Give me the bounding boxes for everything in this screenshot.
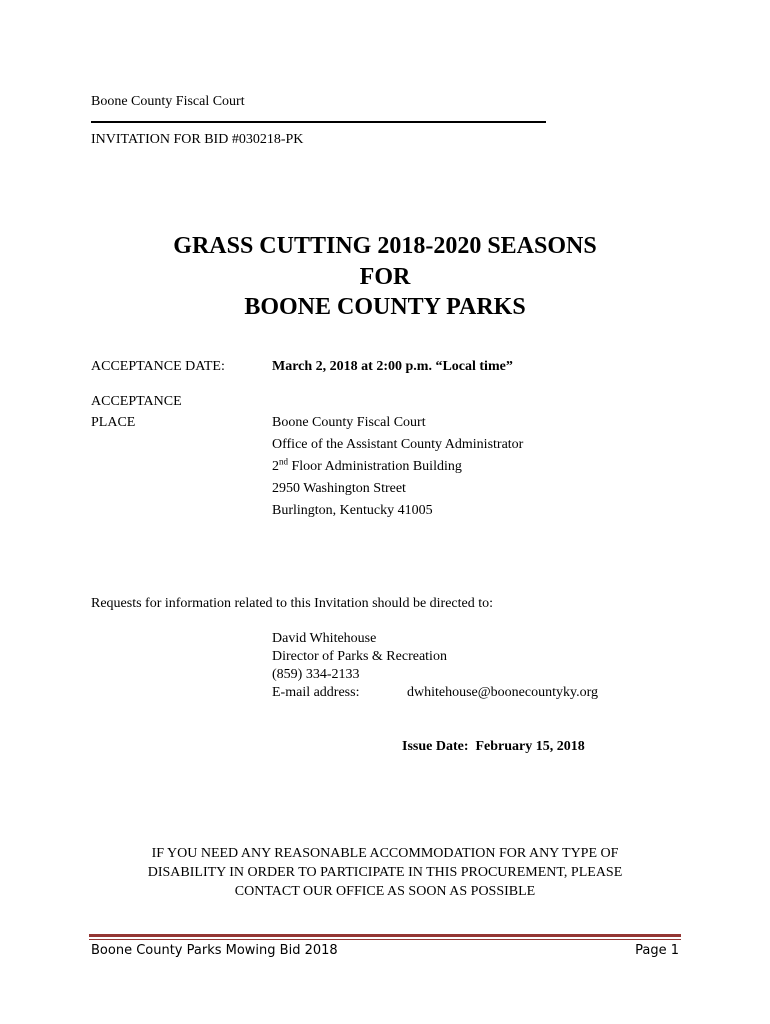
- acceptance-date-value: March 2, 2018 at 2:00 p.m. “Local time”: [272, 359, 513, 374]
- address-line-4: 2950 Washington Street: [272, 481, 406, 496]
- address-line-1: Boone County Fiscal Court: [272, 415, 426, 430]
- floor-rest: Floor Administration Building: [288, 459, 462, 474]
- footer-rule-thick: [89, 934, 681, 937]
- header-organization: Boone County Fiscal Court: [91, 94, 245, 109]
- contact-phone: (859) 334-2133: [272, 667, 360, 682]
- issue-date-label: Issue Date:: [402, 739, 469, 754]
- header-rule: [91, 121, 546, 123]
- contact-email-label: E-mail address:: [272, 685, 360, 700]
- title-line-1: GRASS CUTTING 2018-2020 SEASONS: [173, 233, 597, 259]
- acceptance-place-label-1: ACCEPTANCE: [91, 394, 182, 409]
- issue-date-value: February 15, 2018: [475, 739, 585, 754]
- acceptance-date-label: ACCEPTANCE DATE:: [91, 359, 225, 374]
- bid-number: INVITATION FOR BID #030218-PK: [91, 132, 304, 147]
- notice-line-2: DISABILITY IN ORDER TO PARTICIPATE IN THIS PROCUREMENT, PLEASE: [147, 865, 623, 880]
- footer-rule-thin: [89, 939, 681, 940]
- contact-name: David Whitehouse: [272, 631, 377, 646]
- contact-intro: Requests for information related to this Invitation should be directed to:: [91, 596, 494, 611]
- contact-email-link[interactable]: dwhitehouse@boonecountyky.org: [407, 685, 598, 700]
- acceptance-place-label-2: PLACE: [91, 415, 136, 430]
- floor-suffix: nd: [279, 456, 288, 467]
- contact-position: Director of Parks & Recreation: [272, 649, 447, 664]
- footer-title: Boone County Parks Mowing Bid 2018: [91, 943, 338, 958]
- footer-page-number: Page 1: [635, 943, 679, 958]
- notice-line-1: IF YOU NEED ANY REASONABLE ACCOMMODATION FOR ANY TYPE OF: [151, 846, 619, 861]
- title-line-2: FOR: [359, 264, 411, 290]
- address-line-3: [272, 458, 462, 475]
- issue-date: [402, 738, 585, 755]
- notice-line-3: CONTACT OUR OFFICE AS SOON AS POSSIBLE: [234, 884, 536, 899]
- floor-number: 2: [272, 459, 279, 474]
- accommodation-notice: [0, 844, 770, 901]
- address-line-5: Burlington, Kentucky 41005: [272, 503, 433, 518]
- title-line-3: BOONE COUNTY PARKS: [244, 294, 526, 320]
- address-line-2: Office of the Assistant County Administrator: [272, 437, 524, 452]
